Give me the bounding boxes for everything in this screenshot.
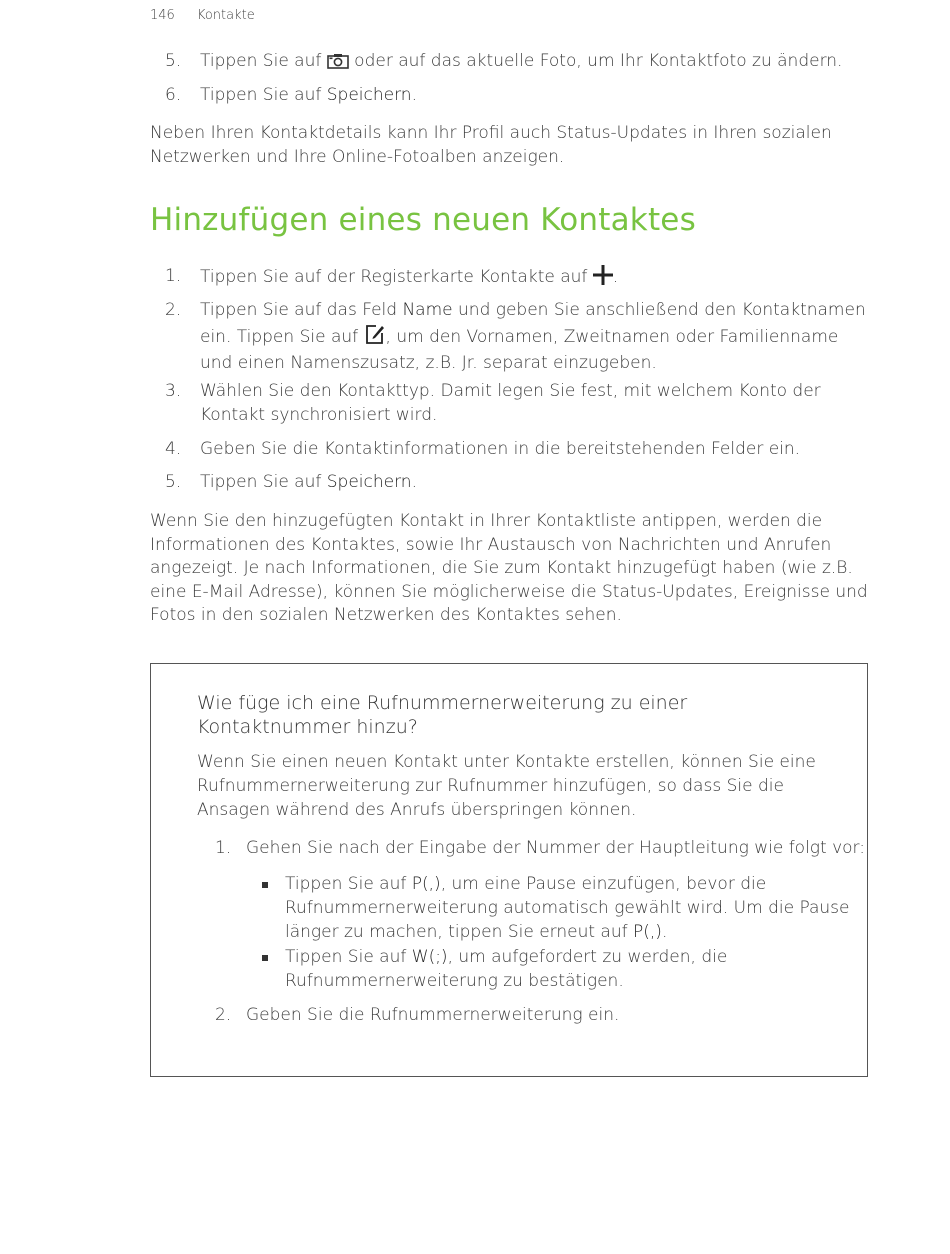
list-number: 6. (165, 85, 182, 105)
bullet-text: Tippen Sie auf (285, 947, 412, 967)
list-text: Geben Sie die Kontaktinformationen in die bereitstehenden Felder ein. (200, 439, 801, 459)
section-name: Kontakte (196, 8, 255, 23)
list-number: 1. (165, 266, 182, 286)
bullet-text: Tippen Sie auf (285, 874, 412, 894)
intro-paragraph: Neben Ihren Kontaktdetails kann Ihr Profil auch Status-Updates in Ihren sozialen Netzwerken und Ihre Online-Fotoalben anzeigen. (150, 123, 832, 167)
camera-icon (327, 53, 349, 77)
key-label: P(,) (411, 874, 441, 894)
edit-icon (364, 323, 386, 353)
tip-title: Wie füge ich eine Rufnummernerweiterung zu einer Kontaktnummer hinzu? (197, 692, 688, 738)
list-text: Tippen Sie auf der Registerkarte Kontakte auf (200, 267, 593, 287)
list-text: . (612, 267, 619, 287)
list-number: 3. (165, 381, 182, 401)
list-text: und geben Sie anschließend den Kontaktnamen ein. Tippen Sie auf (200, 300, 866, 347)
list-text: Wählen Sie den Kontakttyp. Damit legen Sie fest, mit welchem Konto der Kontakt synchronisiert wird. (200, 381, 821, 425)
page-header (150, 8, 255, 23)
list-text: Tippen Sie auf (200, 51, 327, 71)
outro-paragraph: Wenn Sie den hinzugefügten Kontakt in Ihrer Kontaktliste antippen, werden die Informationen des Kontaktes, sowie Ihr Austausch von Nachrichten und Anrufen angezeigt. Je nach Informationen, die Sie zum Kontakt hinzugefügt haben (wie z.B. eine E-Mail Adresse), können Sie möglicherweise die Status-Updates, Ereignisse und Fotos in den sozialen Netzwerken des Kontaktes sehen. (150, 511, 868, 625)
list-number: 2. (215, 1005, 232, 1025)
list-number: 2. (165, 300, 182, 320)
list-text: , um den Vornamen, Zweitnamen oder Familienname und einen Namenszusatz, z.B. Jr. separat einzugeben. (200, 326, 839, 373)
list-text: Tippen Sie auf das Feld (200, 300, 403, 320)
list-number: 5. (165, 472, 182, 492)
list-text: Tippen Sie auf (200, 85, 327, 105)
bullet-icon (262, 955, 268, 961)
bullet-text: , um eine Pause einzufügen, bevor die Rufnummernerweiterung automatisch gewählt wird. Um die Pause länger zu machen, tippen Sie erneut auf (285, 874, 850, 942)
list-text: Geben Sie die Rufnummernerweiterung ein. (246, 1005, 620, 1025)
name-label: Name (402, 300, 453, 320)
save-label: Speichern (326, 472, 412, 492)
key-label: W(;) (411, 947, 448, 967)
list-text: Gehen Sie nach der Eingabe der Nummer der Hauptleitung wie folgt vor: (246, 838, 865, 858)
list-number: 4. (165, 439, 182, 459)
bullet-icon (262, 882, 268, 888)
list-text: . (411, 85, 417, 105)
tip-paragraph: Wenn Sie einen neuen Kontakt unter Kontakte erstellen, können Sie eine Rufnummernerweiterung zur Rufnummer hinzufügen, so dass Sie die Ansagen während des Anrufs überspringen können. (197, 752, 816, 820)
bullet-text: , um aufgefordert zu werden, die Rufnummernerweiterung zu bestätigen. (285, 947, 728, 991)
list-number: 1. (215, 838, 232, 858)
plus-icon (593, 265, 613, 293)
key-label: P(,) (633, 922, 662, 942)
section-heading: Hinzufügen eines neuen Kontaktes (150, 202, 696, 238)
save-label: Speichern (326, 85, 412, 105)
list-text: Tippen Sie auf (200, 472, 327, 492)
list-text: . (411, 472, 417, 492)
list-text: oder auf das aktuelle Foto, um Ihr Kontaktfoto zu ändern. (348, 51, 843, 71)
page-number: 146 (150, 8, 175, 23)
list-number: 5. (165, 51, 182, 71)
bullet-text: . (661, 922, 668, 942)
